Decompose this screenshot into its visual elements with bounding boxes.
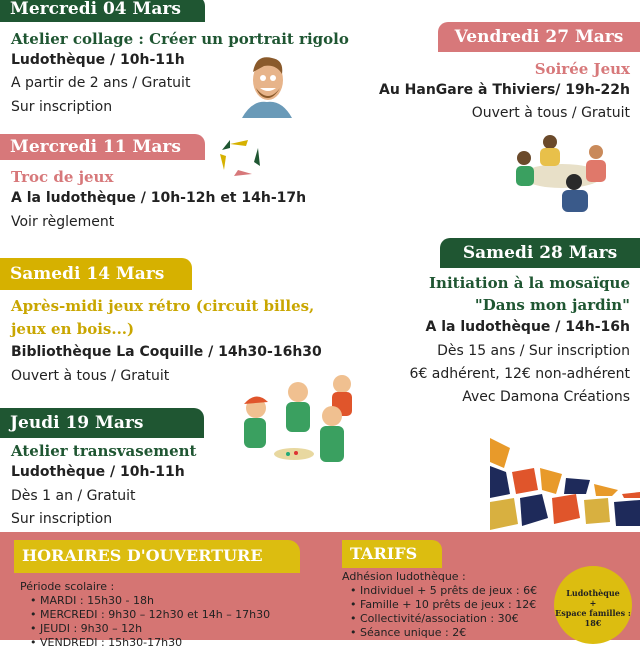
- event-title: Après-midi jeux rétro (circuit billes,: [11, 297, 315, 315]
- event-info: A partir de 2 ans / Gratuit: [11, 75, 191, 91]
- info-footer: [0, 532, 640, 649]
- recycle-arrows-icon: [218, 136, 264, 180]
- event-info: Avec Damona Créations: [462, 389, 630, 405]
- badge-line: 18€: [584, 618, 602, 628]
- cartoon-man-illustration: [242, 52, 292, 118]
- date-tag: Vendredi 27 Mars: [438, 22, 640, 52]
- event-title: "Dans mon jardin": [474, 296, 630, 314]
- event-place: Bibliothèque La Coquille / 14h30-16h30: [11, 344, 322, 360]
- tarifs-heading: TARIFS: [342, 540, 442, 568]
- badge-line: Espace familles :: [555, 608, 631, 618]
- date-tag: Mercredi 04 Mars: [0, 0, 205, 22]
- tarif-item: • Famille + 10 prêts de jeux : 12€: [350, 598, 537, 612]
- event-place: A la ludothèque / 14h-16h: [425, 319, 630, 335]
- date-tag: Mercredi 11 Mars: [0, 134, 205, 160]
- mosaic-illustration: [490, 438, 640, 530]
- hours-item: • MERCREDI : 9h30 – 12h30 et 14h – 17h30: [30, 608, 270, 622]
- event-place: Ludothèque / 10h-11h: [11, 464, 185, 480]
- event-info: Ouvert à tous / Gratuit: [11, 368, 170, 384]
- event-title: Atelier collage : Créer un portrait rigolo: [11, 30, 349, 48]
- event-title: Atelier transvasement: [11, 442, 197, 460]
- kids-playing-illustration: [236, 370, 366, 468]
- tarifs-intro: Adhésion ludothèque :: [342, 570, 466, 583]
- hours-item: • MARDI : 15h30 - 18h: [30, 594, 270, 608]
- event-place: A la ludothèque / 10h-12h et 14h-17h: [11, 190, 307, 206]
- event-place: Au HanGare à Thiviers/ 19h-22h: [378, 82, 630, 98]
- badge-line: Ludothèque: [566, 588, 620, 598]
- event-title: Troc de jeux: [11, 168, 114, 186]
- event-info: Dès 1 an / Gratuit: [11, 488, 136, 504]
- date-tag: Samedi 28 Mars: [440, 238, 640, 268]
- event-info: Voir règlement: [11, 214, 115, 230]
- date-tag: Samedi 14 Mars: [0, 258, 192, 290]
- event-place: Ludothèque / 10h-11h: [11, 52, 185, 68]
- badge-line: +: [589, 598, 597, 608]
- tarif-item: • Collectivité/association : 30€: [350, 612, 537, 626]
- hours-list: [30, 594, 270, 650]
- event-info: Ouvert à tous / Gratuit: [471, 105, 630, 121]
- hours-item: • VENDREDI : 15h30-17h30: [30, 636, 270, 650]
- event-info: 6€ adhérent, 12€ non-adhérent: [409, 366, 630, 382]
- tarifs-list: [350, 584, 537, 640]
- event-title: jeux en bois...): [11, 320, 135, 338]
- event-title: Soirée Jeux: [534, 60, 630, 78]
- event-info: Dès 15 ans / Sur inscription: [437, 343, 630, 359]
- date-tag: Jeudi 19 Mars: [0, 408, 204, 438]
- people-playing-board-game-illustration: [510, 128, 614, 212]
- tarif-item: • Individuel + 5 prêts de jeux : 6€: [350, 584, 537, 598]
- hours-heading: HORAIRES D'OUVERTURE: [14, 540, 300, 573]
- event-title: Initiation à la mosaïque: [429, 274, 630, 292]
- combo-price-badge: [554, 566, 632, 644]
- event-info: Sur inscription: [11, 511, 113, 527]
- hours-item: • JEUDI : 9h30 – 12h: [30, 622, 270, 636]
- tarif-item: • Séance unique : 2€: [350, 626, 537, 640]
- hours-period: Période scolaire :: [20, 580, 115, 593]
- event-info: Sur inscription: [11, 99, 113, 115]
